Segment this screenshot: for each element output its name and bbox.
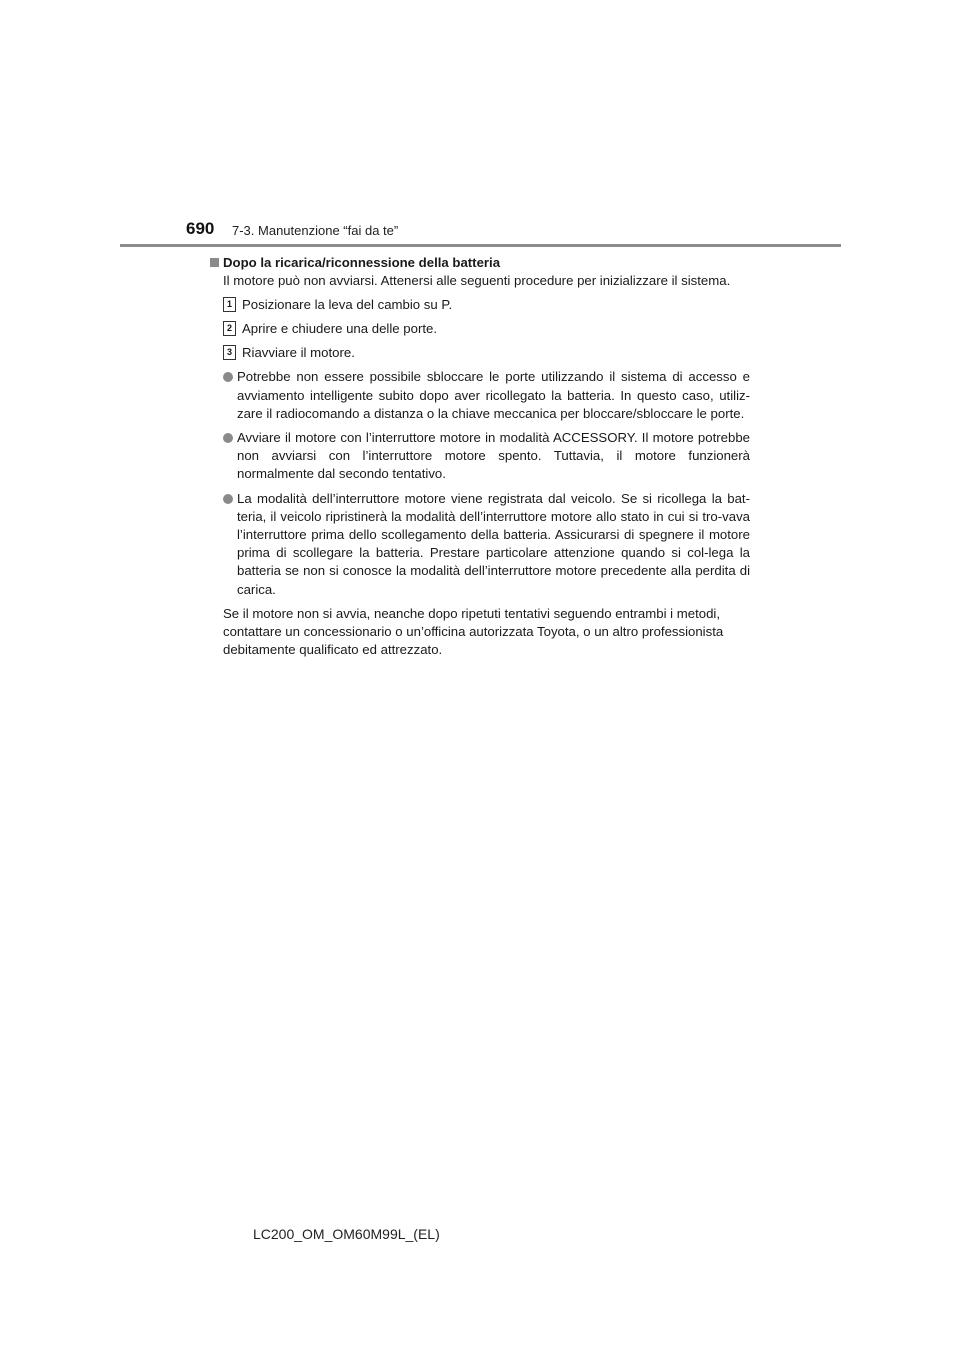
note-text: La modalità dell’interruttore motore viene registrata dal veicolo. Se si ricollega la bat-teria, il veicolo ripristinerà la modalità dell’interruttore motore allo stato in cui si tro-vava l’interruttore prima dello scollegamento della batteria. Assicurarsi di spegnere il motore prima di scollegare la batteria. Prestare particolare attenzione quando si col-lega la batteria se non si conosce la modalità dell’interruttore motore precedente alla perdita di carica. — [237, 490, 750, 597]
main-content — [210, 254, 750, 659]
circle-bullet-icon — [223, 433, 233, 443]
step-item — [223, 344, 750, 368]
note-list — [223, 368, 750, 598]
subheading — [210, 254, 750, 272]
closing-paragraph: Se il motore non si avvia, neanche dopo ripetuti tentativi seguendo entrambi i metodi, contattare un concessionario o un’officina autorizzata Toyota, o un altro professionista debitamente qualificato ed attrezzato. — [223, 605, 724, 658]
page-number: 690 — [186, 219, 215, 238]
intro-paragraph: Il motore può non avviarsi. Attenersi alle seguenti procedure per inizializzare il sistema. — [223, 273, 731, 289]
circle-bullet-icon — [223, 372, 233, 382]
section-title: 7-3. Manutenzione “fai da te” — [232, 223, 399, 238]
note-item — [223, 490, 750, 599]
note-item — [223, 429, 750, 484]
step-list — [223, 296, 750, 368]
square-bullet-icon — [210, 258, 219, 267]
subheading-text: Dopo la ricarica/riconnessione della batteria — [223, 255, 501, 270]
circle-bullet-icon — [223, 494, 233, 504]
step-text: Riavviare il motore. — [242, 345, 355, 361]
header-divider — [120, 244, 841, 247]
note-text: Potrebbe non essere possibile sbloccare le porte utilizzando il sistema di accesso e avviamento intelligente subito dopo aver ricollegato la batteria. In questo caso, utiliz-zare il radiocomando a distanza o la chiave meccanica per bloccare/sbloccare le porte. — [237, 369, 750, 421]
document-code: LC200_OM_OM60M99L_(EL) — [253, 1226, 440, 1242]
step-text: Aprire e chiudere una delle porte. — [242, 321, 438, 337]
note-text: Avviare il motore con l’interruttore motore in modalità ACCESSORY. Il motore potrebbe non avviarsi con l’interruttore motore spento. Tuttavia, il motore funzionerà normalmente dal secondo tentativo. — [237, 430, 750, 482]
step-item — [223, 320, 750, 344]
step-text: Posizionare la leva del cambio su P. — [242, 297, 453, 313]
step-item — [223, 296, 750, 320]
step-number-box: 3 — [223, 345, 236, 360]
step-number-box: 1 — [223, 297, 236, 312]
note-item — [223, 368, 750, 423]
step-number-box: 2 — [223, 321, 236, 336]
